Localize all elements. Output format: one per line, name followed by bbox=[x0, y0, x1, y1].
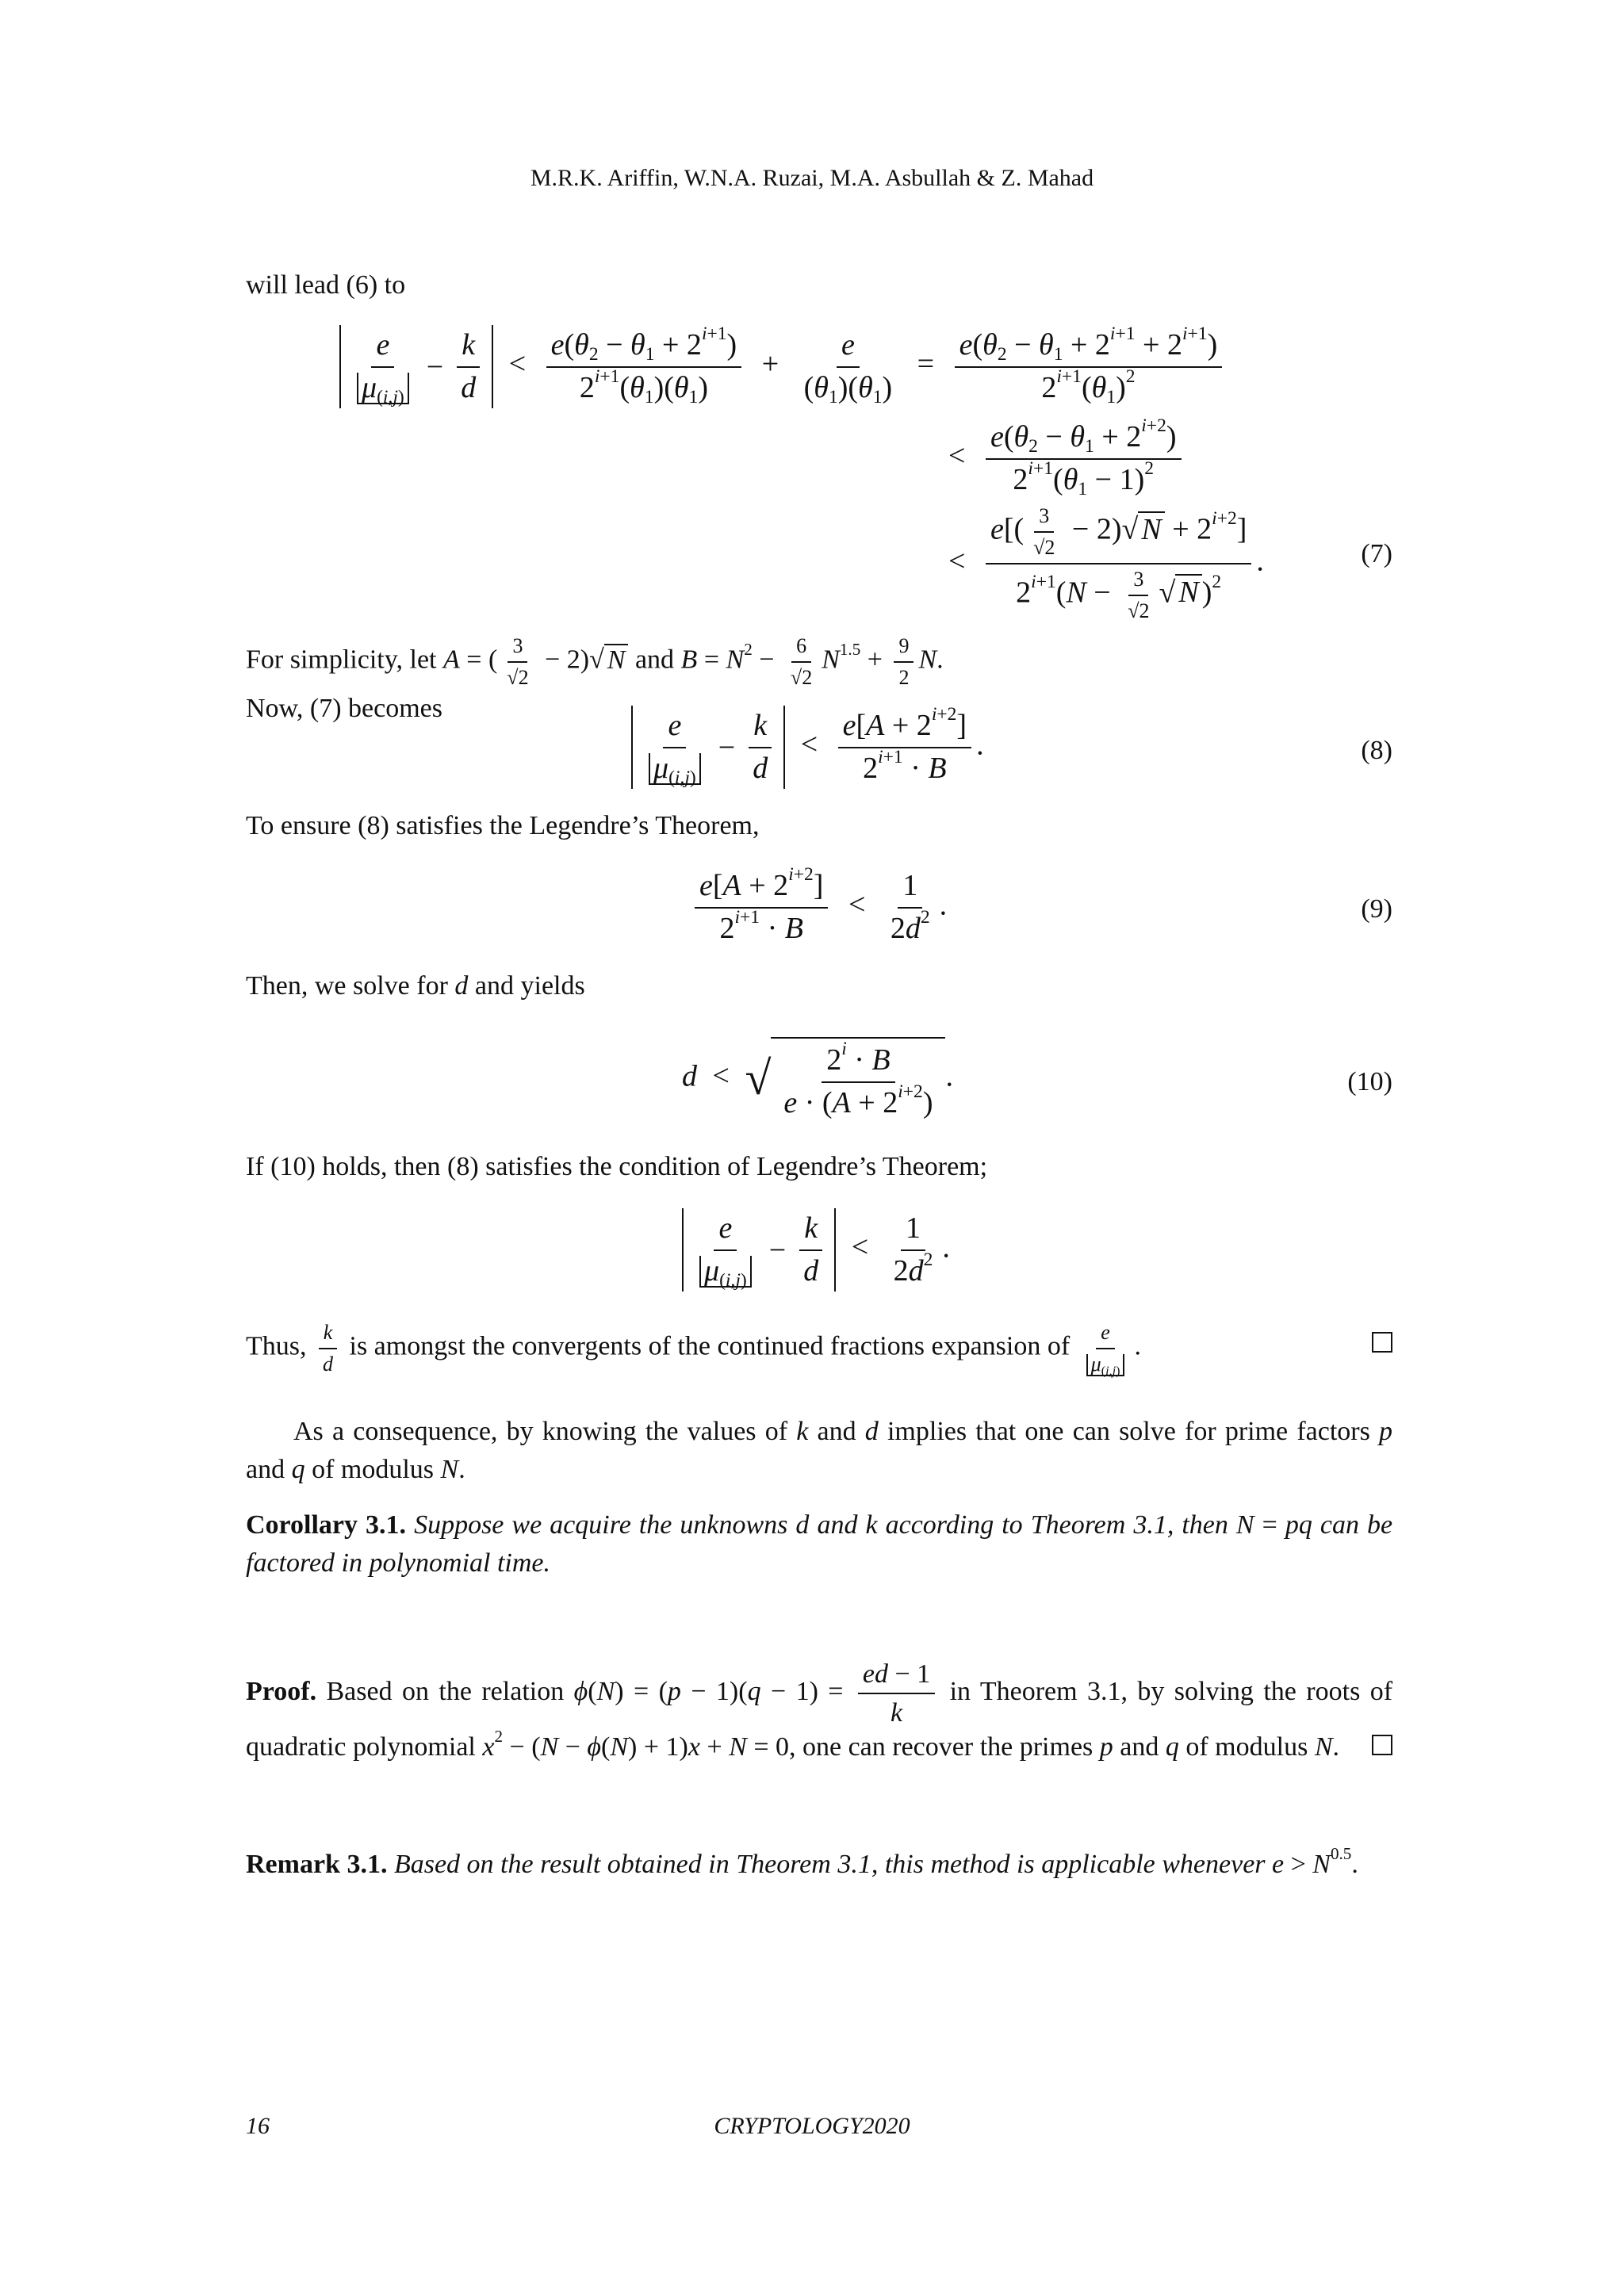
equation-number-8: (8) bbox=[1361, 736, 1392, 765]
then-solve-text: Then, we solve for bbox=[246, 971, 448, 1001]
equation-8: $\frac{e}{\mu_{(i,j)}}$ − $\frac{k}{d}$ < $\frac{e[A + 2^{i+2}]}{2^{i+1} \cdot B}$ . bbox=[631, 706, 984, 789]
paragraph-thus: Thus, $\frac{k}{d}$ is amongst the convergents of the continued fractions expansion of $\frac{e}{\mu_{(i,j)}}$ . bbox=[246, 1321, 1392, 1376]
journal-footer: CRYPTOLOGY2020 bbox=[714, 2113, 910, 2139]
remark-label: Remark 3.1. bbox=[246, 1850, 388, 1879]
and-yields-text: and yields bbox=[474, 971, 585, 1001]
corollary-text-3: can be factored in polynomial time. bbox=[246, 1510, 1393, 1578]
consequence-text-3: of modulus bbox=[312, 1455, 435, 1484]
running-head: M.R.K. Ariffin, W.N.A. Ruzai, M.A. Asbullah & Z. Mahad bbox=[530, 165, 1094, 191]
equation-number-7: (7) bbox=[1361, 539, 1392, 568]
page-number: 16 bbox=[246, 2113, 270, 2139]
remark-text: Based on the result obtained in Theorem 3.1, this method is applicable whenever bbox=[393, 1850, 1266, 1879]
equation-7-line-2: < $\frac{e(\theta_2 - \theta_1 + 2^{i+2})}{2^{i+1}(\theta_1 - 1)^2}$ bbox=[940, 420, 1186, 497]
equation-9: $\frac{e[A + 2^{i+2}]}{2^{i+1} \cdot B}$ < $\frac{1}{2d^2}$ . bbox=[690, 869, 947, 946]
paragraph-if-holds bbox=[246, 1148, 1392, 1186]
equation-7-line-1: $\frac{e}{\mu_{(i,j)}}$ − $\frac{k}{d}$ < $\frac{e(\theta_2 - \theta_1 + 2^{i+1})}{2^{i+1}(\theta_1)(\theta_1)}$ + $\frac{e}{(\theta_1)(\theta_1)}$ = $\frac{e(\theta_2 - \theta_1 + 2^{i+1} + 2^{i+1})}{2^{i+1}(\theta_1)^2}$ bbox=[339, 325, 1227, 408]
paragraph-will-lead bbox=[246, 266, 1392, 304]
paragraph-consequence: As a consequence, by knowing the values of k and d implies that one can solve for prime factors p and q of modulus N. bbox=[246, 1417, 1393, 1484]
proof-text-4: of modulus bbox=[1185, 1732, 1308, 1762]
legendre-inequality: $\frac{e}{\mu_{(i,j)}}$ − $\frac{k}{d}$ < $\frac{1}{2d^2}$ . bbox=[682, 1208, 950, 1292]
consequence-text-1: As a consequence, by knowing the values of bbox=[293, 1417, 788, 1446]
equation-number-9: (9) bbox=[1361, 894, 1392, 924]
thus-mid-text: is amongst the convergents of the continued fractions expansion of bbox=[349, 1331, 1071, 1361]
if-holds-text: If (10) holds, then (8) satisfies the condition of Legendre’s Theorem; bbox=[246, 1152, 988, 1181]
paragraph-to-ensure bbox=[246, 807, 1392, 845]
proof-text-2: in Theorem 3.1, by solving the roots of quadratic polynomial bbox=[246, 1676, 1393, 1762]
consequence-and-text: and bbox=[817, 1417, 856, 1446]
thus-text: Thus, bbox=[246, 1331, 307, 1361]
paragraph-then-solve: Then, we solve for d and yields bbox=[246, 971, 585, 1001]
proof-block: Proof. Based on the relation ϕ(N) = (p − 1)(q − 1) = $\frac{ed - 1}{k}$ in Theorem 3.1, by solving the roots of quadratic polynomial $x^2 - (N - \phi(N) + 1)x + N = 0$, one can recover the primes p and q of modulus N. bbox=[246, 1659, 1393, 1762]
proof-text-3: , one can recover the primes bbox=[789, 1732, 1094, 1762]
corollary-text-2: according to Theorem 3.1, then bbox=[885, 1510, 1228, 1540]
equation-number-10: (10) bbox=[1347, 1067, 1392, 1096]
proof-text-1: Based on the relation bbox=[326, 1676, 565, 1706]
proof-label: Proof. bbox=[246, 1676, 317, 1706]
to-ensure-text: To ensure (8) satisfies the Legendre’s Theorem, bbox=[246, 811, 760, 840]
qed-box-proof bbox=[1372, 1735, 1392, 1755]
for-simplicity-text: For simplicity, let bbox=[246, 645, 437, 675]
and-text: and bbox=[634, 645, 675, 675]
corollary-3-1: Corollary 3.1. Suppose we acquire the unknowns d and k according to Theorem 3.1, then N = pq can be factored in polynomial time. bbox=[246, 1510, 1393, 1578]
paragraph-for-simplicity: For simplicity, let A = ( $\frac{3}{√2}$ − 2)√ N and $B = N^2$ − $\frac{6}{√2}$ $N^{1.5}$ + $\frac{9}{2}$ N. Now, (7) becomes bbox=[246, 634, 944, 723]
now-becomes-text: Now, (7) becomes bbox=[246, 693, 442, 723]
equation-10: d < √ $\frac{2^i \cdot B}{e \cdot (A + 2^{i+2})}$ . bbox=[682, 1037, 953, 1120]
corollary-label: Corollary 3.1. bbox=[246, 1510, 407, 1540]
consequence-text-2: implies that one can solve for prime factors bbox=[887, 1417, 1370, 1446]
equation-7-line-3: < e[( $\frac{3}{√2}$ − 2)√ $N + 2^{i+2}$] $2^{i+1}(N$ − $\frac{3}{√2}$ √ N )$^2$ . bbox=[948, 504, 1264, 622]
corollary-text-1: Suppose we acquire the unknowns bbox=[414, 1510, 788, 1540]
remark-3-1: Remark 3.1. Based on the result obtained in Theorem 3.1, this method is applicable whenever $e > N^{0.5}$. bbox=[246, 1844, 1358, 1879]
will-lead-text: will lead (6) to bbox=[246, 270, 406, 300]
qed-box bbox=[1372, 1332, 1392, 1353]
